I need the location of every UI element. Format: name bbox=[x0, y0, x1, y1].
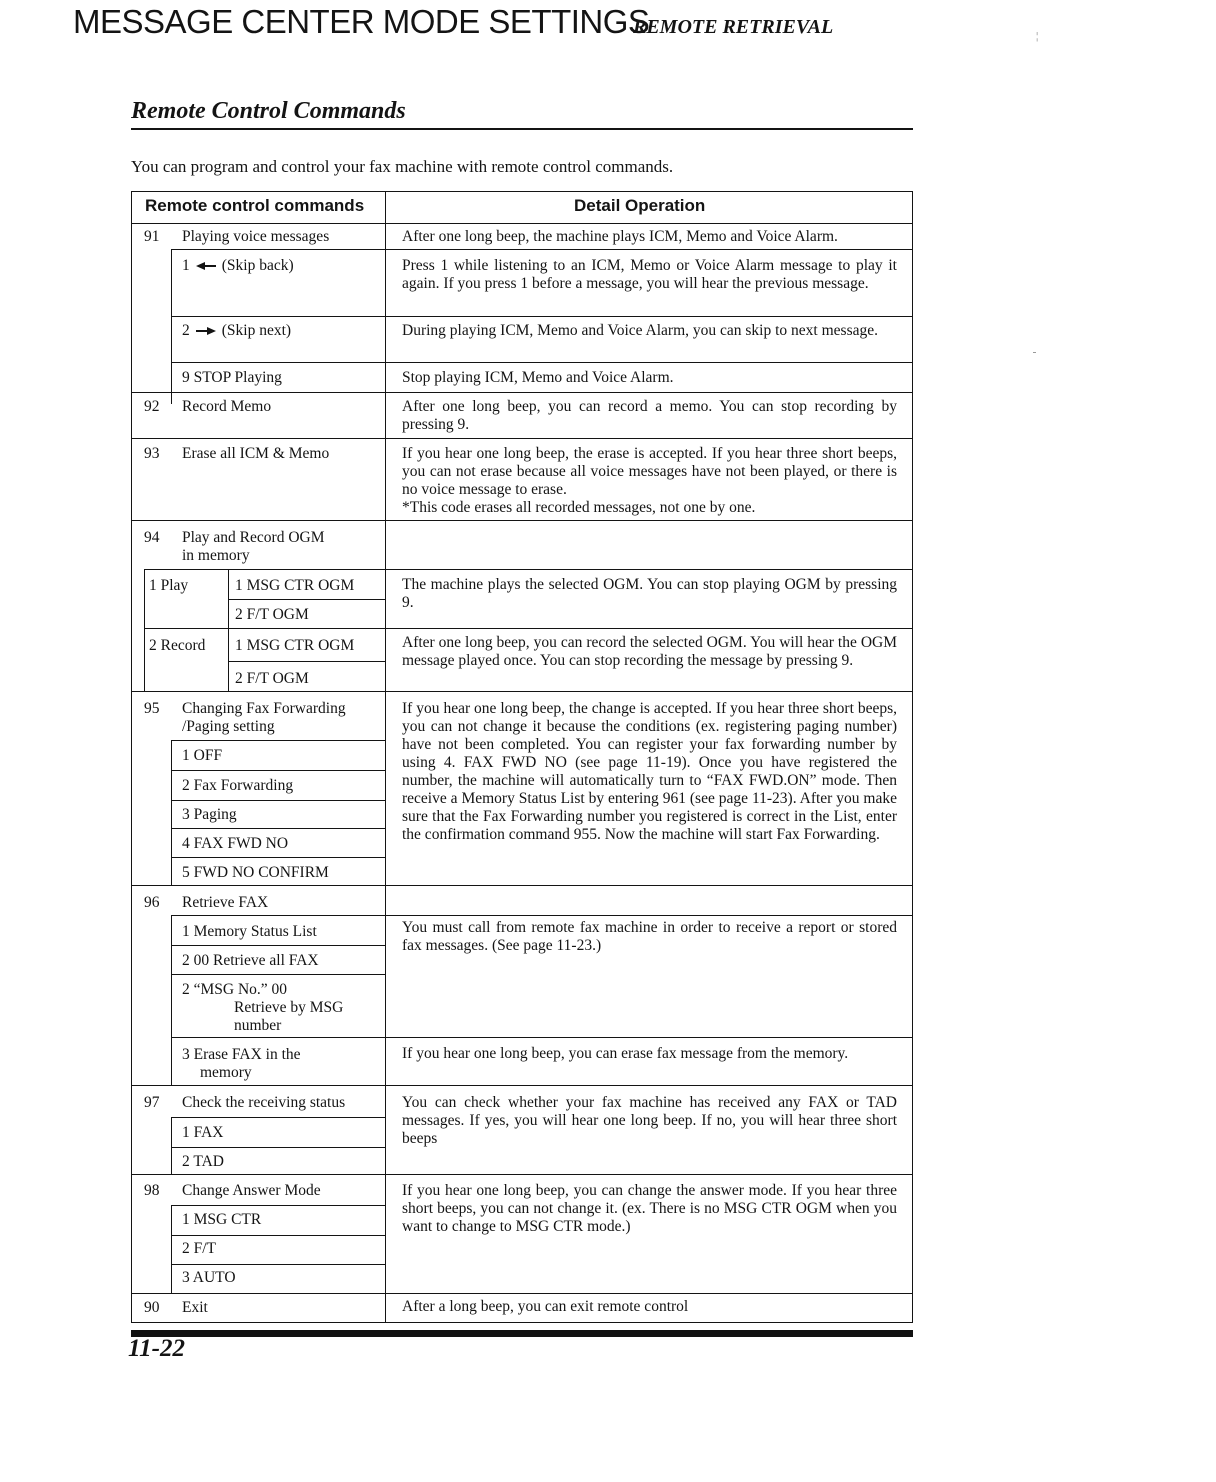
retrieve-option-2: 2 00 Retrieve all FAX bbox=[182, 952, 319, 969]
ogm-record-label: 2 Record bbox=[149, 637, 206, 654]
fwd-option-2: 2 Fax Forwarding bbox=[182, 777, 294, 794]
row-separator bbox=[228, 661, 386, 662]
row-separator bbox=[171, 1205, 385, 1206]
row-separator bbox=[132, 223, 912, 224]
command-code-98: 98 bbox=[144, 1182, 160, 1199]
page-header-title: MESSAGE CENTER MODE SETTINGS bbox=[73, 3, 650, 40]
skip-back-label: (Skip back) bbox=[221, 257, 294, 274]
ogm-record-option-2: 2 F/T OGM bbox=[235, 670, 309, 687]
detail-98: If you hear one long beep, you can change the answer mode. If you hear three short beeps, you can not change it. (ex. There is no MSG CTR OGM when you want to change to MSG CTR mode.) bbox=[402, 1182, 897, 1235]
column-header-commands: Remote control commands bbox=[145, 196, 365, 215]
command-label-90: Exit bbox=[182, 1299, 208, 1316]
row-separator bbox=[171, 1147, 385, 1148]
row-separator bbox=[171, 1117, 385, 1118]
detail-95: If you hear one long beep, the change is accepted. If you hear three short beeps, you can not change it because the conditions (ex. registering paging number) have not been completed. You can register your fax forwarding number by using 4. FAX FWD NO (see page 11-19). Once you have registered the number, the machine will automatically turn to “FAX FWD.ON” mode. Then receive a Memory Status List by entering 961 (see page 11-23). After you make sure that the Fax Forwarding number you registered is correct in the List, enter the confirmation command 955. Now the machine will start Fax Forwarding. bbox=[402, 700, 897, 843]
detail-91: After one long beep, the machine plays ICM, Memo and Voice Alarm. bbox=[402, 228, 838, 245]
command-code-96: 96 bbox=[144, 894, 160, 911]
indent-line bbox=[171, 249, 172, 404]
skip-back-item bbox=[182, 257, 294, 275]
fwd-option-4: 4 FAX FWD NO bbox=[182, 835, 289, 852]
detail-90: After a long beep, you can exit remote control bbox=[402, 1298, 689, 1315]
retrieve-option-4: 3 Erase FAX in the bbox=[182, 1046, 301, 1063]
detail-ogm-play: The machine plays the selected OGM. You can stop playing OGM by pressing 9. bbox=[402, 576, 897, 611]
mode-option-2: 2 F/T bbox=[182, 1240, 217, 1257]
detail-92: After one long beep, you can record a memo. You can stop recording by pressing 9. bbox=[402, 398, 897, 433]
command-code-95: 95 bbox=[144, 700, 160, 717]
command-code-97: 97 bbox=[144, 1094, 160, 1111]
row-separator bbox=[171, 316, 912, 317]
skip-next-number: 2 bbox=[182, 322, 190, 339]
page-header-subtitle: REMOTE RETRIEVAL bbox=[633, 16, 834, 38]
detail-93: If you hear one long beep, the erase is accepted. If you hear three short beeps, you can not erase because all voice messages have not been played, or there is no voice message to erase. bbox=[402, 445, 897, 498]
ogm-play-option-1: 1 MSG CTR OGM bbox=[235, 577, 355, 594]
skip-next-item bbox=[182, 322, 291, 340]
ogm-play-option-2: 2 F/T OGM bbox=[235, 606, 309, 623]
section-intro: You can program and control your fax machine with remote control commands. bbox=[131, 157, 674, 176]
command-label-95: Changing Fax Forwarding bbox=[182, 700, 346, 717]
row-separator bbox=[171, 1264, 385, 1265]
retrieve-option-1: 1 Memory Status List bbox=[182, 923, 317, 940]
command-code-92: 92 bbox=[144, 398, 160, 415]
command-code-91: 91 bbox=[144, 228, 160, 245]
command-code-93: 93 bbox=[144, 445, 160, 462]
skip-back-icon bbox=[196, 257, 216, 275]
indent-line bbox=[171, 1205, 172, 1293]
fwd-option-3: 3 Paging bbox=[182, 806, 237, 823]
status-option-1: 1 FAX bbox=[182, 1124, 224, 1141]
retrieve-option-4-line2: memory bbox=[200, 1064, 252, 1081]
row-separator bbox=[144, 569, 912, 570]
row-separator bbox=[171, 362, 912, 363]
row-separator bbox=[171, 974, 385, 975]
retrieve-option-3: 2 “MSG No.” 00 bbox=[182, 981, 288, 998]
row-separator bbox=[171, 1235, 385, 1236]
row-separator bbox=[132, 1293, 912, 1294]
row-separator bbox=[132, 691, 912, 692]
mode-option-3: 3 AUTO bbox=[182, 1269, 236, 1286]
row-separator bbox=[171, 249, 912, 250]
detail-skip-next: During playing ICM, Memo and Voice Alarm, you can skip to next message. bbox=[402, 322, 878, 339]
row-separator bbox=[171, 945, 385, 946]
scan-dot bbox=[1033, 352, 1036, 353]
command-label-96: Retrieve FAX bbox=[182, 894, 269, 911]
remote-commands-table bbox=[131, 191, 913, 1323]
detail-stop-playing: Stop playing ICM, Memo and Voice Alarm. bbox=[402, 369, 674, 386]
command-label-98: Change Answer Mode bbox=[182, 1182, 321, 1199]
ogm-record-option-1: 1 MSG CTR OGM bbox=[235, 637, 355, 654]
row-separator bbox=[171, 915, 912, 916]
row-separator bbox=[132, 1085, 912, 1086]
command-label-92: Record Memo bbox=[182, 398, 272, 415]
skip-back-number: 1 bbox=[182, 257, 190, 274]
indent-line bbox=[171, 740, 172, 885]
row-separator bbox=[171, 740, 385, 741]
detail-93-note: *This code erases all recorded messages, not one by one. bbox=[402, 499, 756, 516]
command-label-94-line2: in memory bbox=[182, 547, 250, 564]
indent-line bbox=[171, 915, 172, 1085]
skip-next-icon bbox=[196, 322, 216, 340]
row-separator bbox=[144, 628, 912, 629]
row-separator bbox=[132, 885, 912, 886]
command-label-97: Check the receiving status bbox=[182, 1094, 346, 1111]
stop-playing-item: 9 STOP Playing bbox=[182, 369, 282, 386]
retrieve-option-3-line2: Retrieve by MSG bbox=[234, 999, 344, 1016]
section-rule bbox=[131, 128, 913, 130]
command-label-91: Playing voice messages bbox=[182, 228, 330, 245]
row-separator bbox=[171, 800, 385, 801]
command-code-90: 90 bbox=[144, 1299, 160, 1316]
command-label-93: Erase all ICM & Memo bbox=[182, 445, 330, 462]
row-separator bbox=[228, 599, 386, 600]
row-separator bbox=[171, 828, 385, 829]
command-label-95-line2: /Paging setting bbox=[182, 718, 275, 735]
detail-96: You must call from remote fax machine in order to receive a report or stored fax messages. (See page 11-23.) bbox=[402, 919, 897, 954]
row-separator bbox=[132, 438, 912, 439]
fwd-option-5: 5 FWD NO CONFIRM bbox=[182, 864, 329, 881]
skip-next-label: (Skip next) bbox=[221, 322, 292, 339]
command-label-94: Play and Record OGM bbox=[182, 529, 325, 546]
row-separator bbox=[171, 857, 385, 858]
indent-line bbox=[144, 569, 145, 691]
retrieve-option-3-line3: number bbox=[234, 1017, 282, 1034]
row-separator bbox=[132, 392, 912, 393]
mode-option-1: 1 MSG CTR bbox=[182, 1211, 262, 1228]
row-separator bbox=[132, 520, 912, 521]
footer-rule bbox=[131, 1330, 913, 1337]
section-title: Remote Control Commands bbox=[131, 98, 406, 124]
scan-mark: ¦ bbox=[1036, 30, 1039, 42]
page-number: 11-22 bbox=[128, 1335, 185, 1362]
row-separator bbox=[171, 770, 385, 771]
detail-skip-back: Press 1 while listening to an ICM, Memo or Voice Alarm message to play it again. If you press 1 before a message, you will hear the previous message. bbox=[402, 257, 897, 292]
row-separator bbox=[132, 1174, 912, 1175]
row-separator bbox=[171, 1037, 912, 1038]
fwd-option-1: 1 OFF bbox=[182, 747, 223, 764]
indent-line bbox=[171, 1117, 172, 1174]
column-header-detail: Detail Operation bbox=[574, 196, 706, 215]
ogm-play-label: 1 Play bbox=[149, 577, 189, 594]
detail-ogm-record: After one long beep, you can record the selected OGM. You will hear the OGM message played once. You can stop recording the message by pressing 9. bbox=[402, 634, 897, 669]
command-code-94: 94 bbox=[144, 529, 160, 546]
detail-erase-fax: If you hear one long beep, you can erase fax message from the memory. bbox=[402, 1045, 849, 1062]
status-option-2: 2 TAD bbox=[182, 1153, 224, 1170]
indent-line bbox=[228, 569, 229, 691]
detail-97: You can check whether your fax machine has received any FAX or TAD messages. If yes, you will hear one long beep. If no, you will hear three short beeps bbox=[402, 1094, 897, 1147]
